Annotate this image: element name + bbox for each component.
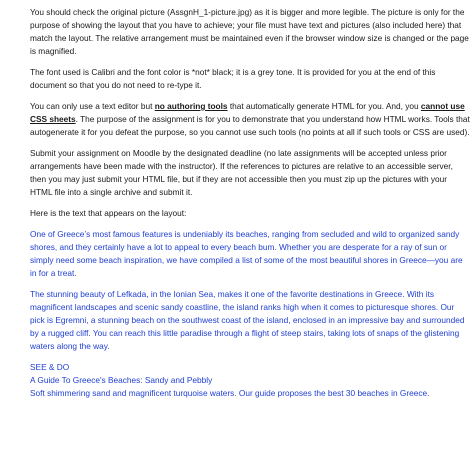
document-page [30, 6, 470, 400]
guide-description: Soft shimmering sand and magnificent turquoise waters. Our guide proposes the best 30 beaches in Greece. [30, 388, 430, 398]
tools-text-part-a: You can only use a text editor but [30, 101, 155, 111]
layout-paragraph-lefkada: The stunning beauty of Lefkada, in the Ionian Sea, makes it one of the favorite destinations in Greece. With its magnificent landscapes and scenic sandy coastline, the island ranks high when it comes to picturesque shores. Our pick is Egremni, a stunning beach on the southwest coast of the island, enclosed in an impressive bay and surrounded by a rugged cliff. You can reach this little paradise through a flight of steep stairs, taking lots of snaps of the glistening waters along the way. [30, 289, 465, 351]
guide-title: A Guide To Greece's Beaches: Sandy and Pebbly [30, 375, 213, 385]
tools-text-part-c: . The purpose of the assignment is for you to demonstrate that you understand how HTML works. Tools that autogenerate it for you defeat the purpose, so you cannot use such tools (no points at all if such tools or CSS are used). [30, 114, 470, 137]
layout-paragraph-greece-beaches: One of Greece’s most famous features is undeniably its beaches, ranging from secluded and wild to organized sandy shores, and they certainly have a lot to appeal to every beach bum. Whether you are desperate for a ray of sun or simply need some beach inspiration, we have compiled a list of some of the most beautiful shores in Greece—you are in for a treat. [30, 229, 463, 278]
instructions-paragraph-layout-heading: Here is the text that appears on the layout: [30, 208, 187, 218]
instructions-paragraph-tools [30, 100, 470, 139]
see-do-label: SEE & DO [30, 362, 70, 372]
cannot-use-css-emphasis: cannot use CSS sheets [30, 101, 465, 124]
no-authoring-tools-emphasis: no authoring tools [154, 101, 228, 111]
instructions-paragraph-picture: You should check the original picture (AssgnH_1-picture.jpg) as it is bigger and more legible. The picture is only for the purpose of showing the layout that you have to achieve; your file must have text and pictures (also included here) that match the layout. The relative arrangement must be maintained even if the browser window size is changed or the page is magnified. [30, 7, 469, 56]
layout-see-do-block [30, 361, 470, 400]
instructions-paragraph-font: The font used is Calibri and the font color is *not* black; it is a grey tone. It is provided for you at the end of this document so that you do not need to re-type it. [30, 67, 436, 90]
instructions-paragraph-submit: Submit your assignment on Moodle by the designated deadline (no late assignments will be accepted unless prior arrangements have been made with the instructor). If the references to pictures are relative to an accessible server, then you may just submit your HTML file, but if they are not accessible then you must zip up the pictures with your HTML file into a single archive and submit it. [30, 148, 453, 197]
tools-text-part-b: that automatically generate HTML for you. And, you [227, 101, 421, 111]
